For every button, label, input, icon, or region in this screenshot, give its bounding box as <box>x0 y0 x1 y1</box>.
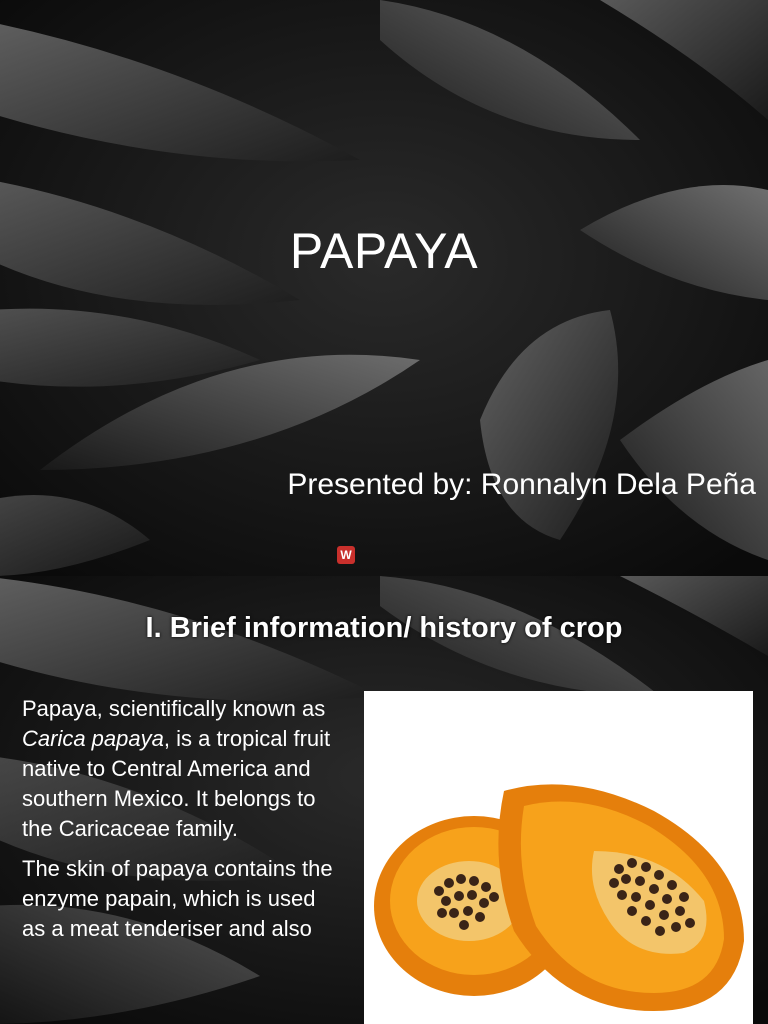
presenter-text: Presented by: Ronnalyn Dela Peña <box>287 468 756 501</box>
paragraph-2: The skin of papaya contains the enzyme papain, which is used as a meat tenderiser and also <box>22 856 333 941</box>
para1-end: , is a tropical fruit native to Central America and southern Mexico. It belongs to the Caricaceae family. <box>22 726 331 841</box>
papaya-image <box>364 691 753 1024</box>
watermark-logo: W <box>337 546 355 564</box>
paragraph-1 <box>22 694 342 844</box>
slide-title: PAPAYA <box>289 223 479 279</box>
body-text <box>22 694 342 954</box>
scientific-name: Carica papaya <box>22 726 164 751</box>
para1-start: Papaya, scientifically known as <box>22 696 326 721</box>
section-heading: I. Brief information/ history of crop <box>145 612 623 644</box>
info-slide <box>0 576 768 1024</box>
papaya-photo <box>364 691 753 1024</box>
